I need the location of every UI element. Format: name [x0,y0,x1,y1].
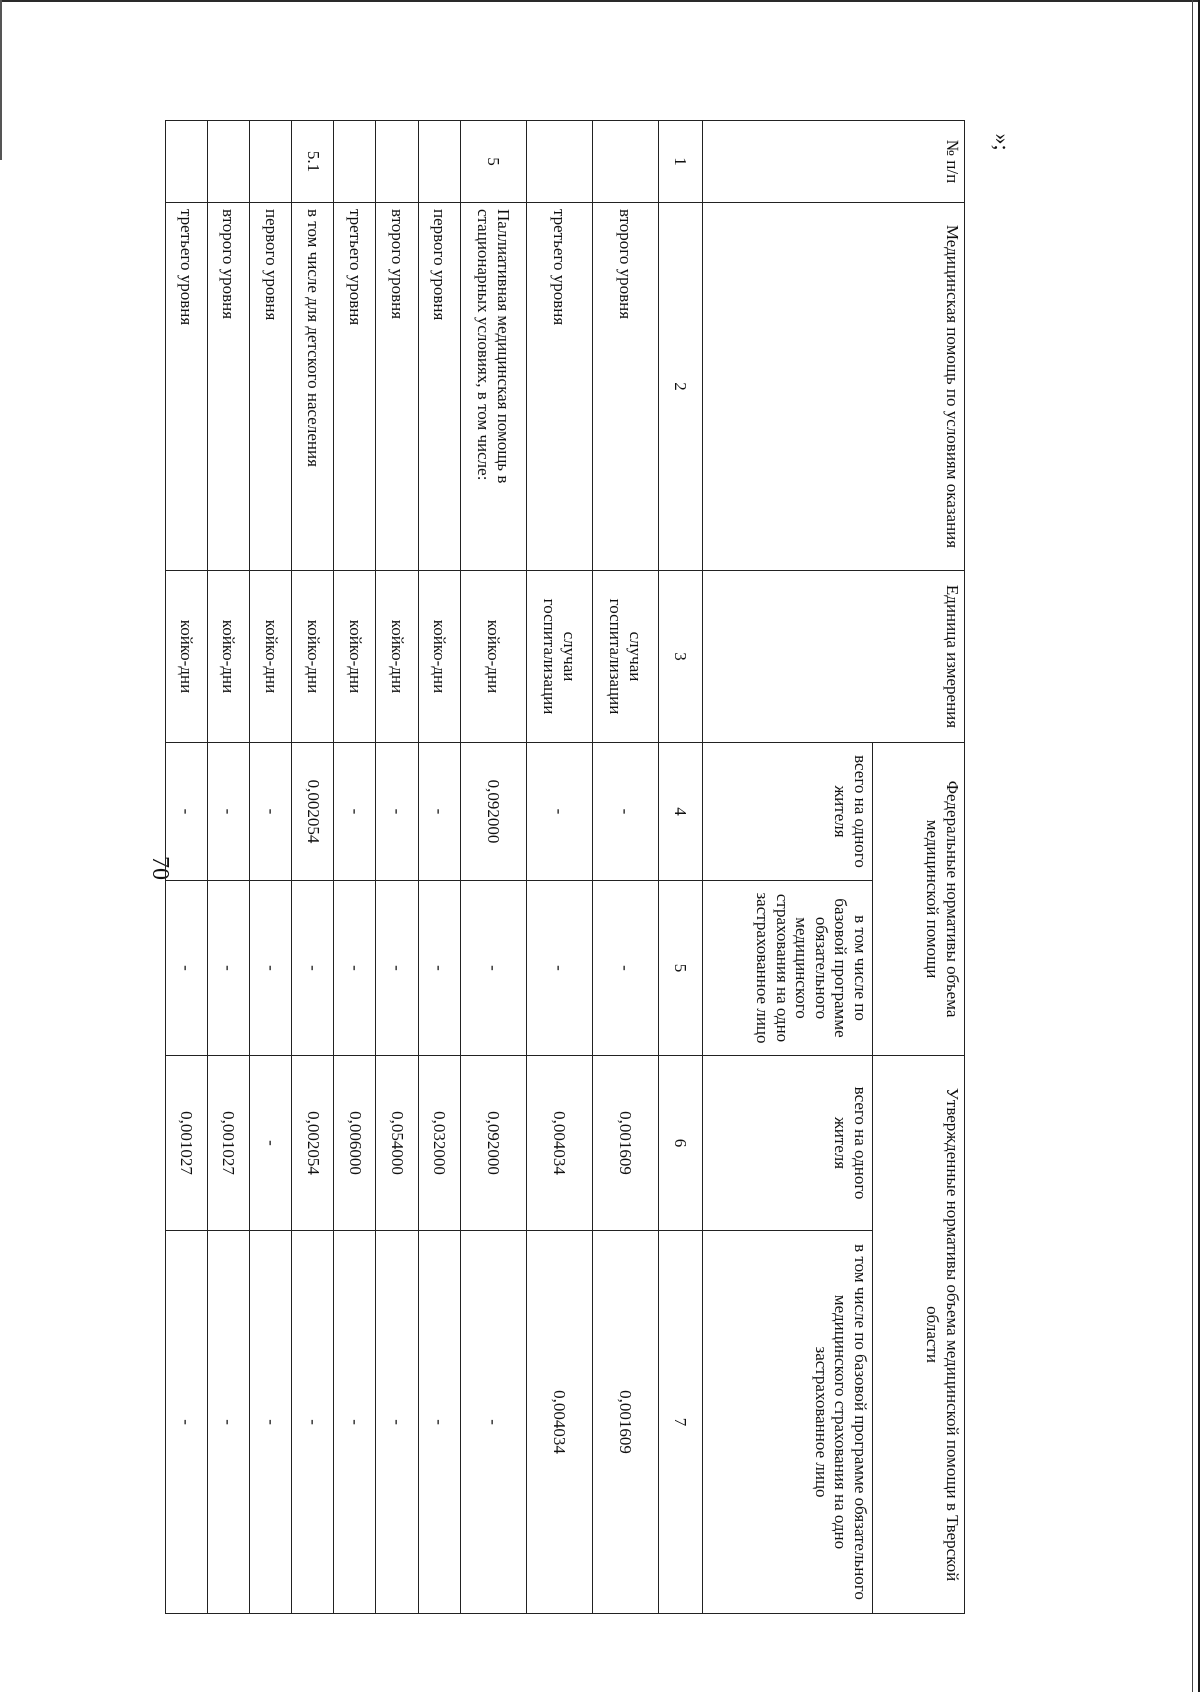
header-unit: Единица измерения [703,571,965,743]
row-app-total: 0,054000 [376,1056,418,1231]
table-row [208,121,250,1614]
row-unit: койко-дни [418,571,460,743]
row-num [166,121,208,203]
col-number: 7 [658,1231,702,1614]
row-fed-total: - [526,743,592,881]
table-row [460,121,526,1614]
row-app-oms: - [376,1231,418,1614]
row-app-total: 0,032000 [418,1056,460,1231]
row-app-oms: - [418,1231,460,1614]
row-fed-oms: - [166,881,208,1056]
row-care: первого уровня [250,203,292,571]
col-number: 6 [658,1056,702,1231]
row-unit: койко-дни [166,571,208,743]
header-federal: Федеральные нормативы объема медицинской помощи [873,743,965,1056]
row-num [592,121,658,203]
row-fed-oms: - [460,881,526,1056]
row-num: 5 [460,121,526,203]
row-unit: койко-дни [334,571,376,743]
row-app-total: 0,002054 [292,1056,334,1231]
row-unit: койко-дни [460,571,526,743]
column-numbers-row [658,121,702,1614]
row-fed-total: - [166,743,208,881]
row-care: первого уровня [418,203,460,571]
row-app-oms: - [334,1231,376,1614]
header-approved-total: всего на одного жителя [703,1056,873,1231]
header-approved-oms: в том числе по базовой программе обязательного медицинского страхования на одно застрахованное лицо [703,1231,873,1614]
row-num: 5.1 [292,121,334,203]
trailing-mark: »; [990,133,1015,151]
scan-edge-right-inner [1192,0,1193,1692]
row-unit: случаи госпитализации [526,571,592,743]
col-number: 5 [658,881,702,1056]
header-approved: Утвержденные нормативы объема медицинской помощи в Тверской области [873,1056,965,1614]
header-num: № п/п [703,121,965,203]
rotated-table-wrapper [165,120,965,1613]
row-num [208,121,250,203]
row-num [250,121,292,203]
row-care: третьего уровня [166,203,208,571]
table-row [526,121,592,1614]
row-app-oms: - [250,1231,292,1614]
row-fed-oms: - [592,881,658,1056]
row-app-oms: 0,004034 [526,1231,592,1614]
row-app-total: 0,001027 [166,1056,208,1231]
row-care: третьего уровня [334,203,376,571]
row-app-total: 0,006000 [334,1056,376,1231]
table-row [334,121,376,1614]
row-fed-total: - [592,743,658,881]
scan-edge-left [0,0,2,160]
scan-edge-top [0,0,1200,2]
row-unit: койко-дни [292,571,334,743]
table-row [376,121,418,1614]
page-number: 70 [147,856,173,880]
row-fed-total: - [334,743,376,881]
table-row [418,121,460,1614]
row-app-total: 0,092000 [460,1056,526,1231]
row-care: Паллиативная медицинская помощь в стационарных условиях, в том числе: [460,203,526,571]
row-fed-total: - [250,743,292,881]
header-care: Медицинская помощь по условиям оказания [703,203,965,571]
row-app-oms: - [292,1231,334,1614]
row-fed-total: 0,002054 [292,743,334,881]
row-app-total: 0,004034 [526,1056,592,1231]
row-num [526,121,592,203]
header-federal-total: всего на одного жителя [703,743,873,881]
row-num [376,121,418,203]
row-care: второго уровня [208,203,250,571]
row-fed-total: 0,092000 [460,743,526,881]
row-num [418,121,460,203]
row-fed-oms: - [418,881,460,1056]
row-app-total: - [250,1056,292,1231]
row-app-total: 0,001027 [208,1056,250,1231]
col-number: 4 [658,743,702,881]
col-number: 2 [658,203,702,571]
row-fed-oms: - [334,881,376,1056]
row-care: третьего уровня [526,203,592,571]
row-fed-total: - [208,743,250,881]
row-fed-oms: - [292,881,334,1056]
row-unit: случаи госпитализации [592,571,658,743]
row-unit: койко-дни [208,571,250,743]
row-care: в том числе для детского населения [292,203,334,571]
row-app-oms: - [460,1231,526,1614]
row-fed-oms: - [208,881,250,1056]
table-row [250,121,292,1614]
row-unit: койко-дни [250,571,292,743]
row-app-oms: 0,001609 [592,1231,658,1614]
table-row [292,121,334,1614]
col-number: 1 [658,121,702,203]
row-fed-oms: - [376,881,418,1056]
row-fed-total: - [418,743,460,881]
row-care: второго уровня [376,203,418,571]
header-federal-oms: в том числе по базовой программе обязательного медицинского страхования на одно застрахованное лицо [703,881,873,1056]
header-row-1 [873,121,965,1614]
table-row [592,121,658,1614]
norms-table [165,120,965,1614]
col-number: 3 [658,571,702,743]
row-num [334,121,376,203]
row-care: второго уровня [592,203,658,571]
table-row [166,121,208,1614]
row-fed-oms: - [526,881,592,1056]
row-fed-oms: - [250,881,292,1056]
row-app-oms: - [208,1231,250,1614]
row-app-oms: - [166,1231,208,1614]
row-fed-total: - [376,743,418,881]
row-app-total: 0,001609 [592,1056,658,1231]
row-unit: койко-дни [376,571,418,743]
